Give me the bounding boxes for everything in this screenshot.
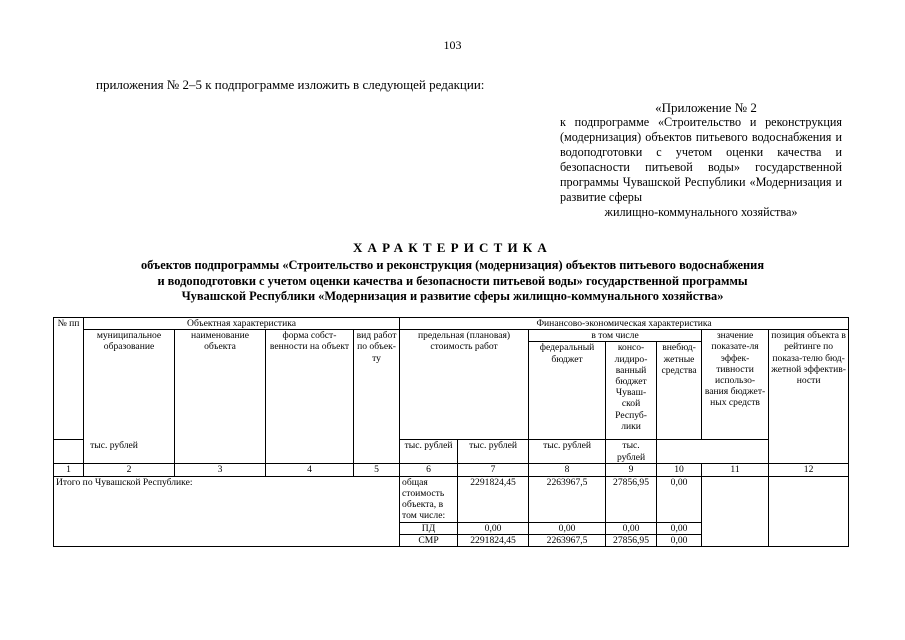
- header-object-name: наименование объекта: [175, 330, 266, 464]
- cost-value: 0,00: [458, 522, 529, 534]
- column-number: 8: [529, 463, 606, 476]
- federal-value: 2263967,5: [529, 476, 606, 522]
- total-label: Итого по Чувашской Республике:: [54, 476, 400, 546]
- header-cost: предельная (плановая) стоимость работ: [400, 330, 529, 440]
- header-municipal: муниципальное образование: [84, 330, 175, 464]
- column-numbers-row: [54, 463, 849, 476]
- document-subtitle: [60, 258, 845, 305]
- appendix-block: [560, 100, 842, 220]
- column-number: 5: [354, 463, 400, 476]
- unit-extrabudget: тыс. рублей: [529, 440, 606, 463]
- appendix-body: к подпрограмме «Строительство и реконструкция (модернизация) объектов питьевого водоснабжения и водоподготовки с учетом оценки качества и безопасности питьевой воды» государственной программы Чувашской Республики «Модернизация и развитие сферы: [560, 115, 842, 204]
- rating-position-cell: [769, 476, 849, 546]
- appendix-last-line: жилищно-коммунального хозяйства»: [604, 205, 798, 219]
- cost-value: 2291824,45: [458, 534, 529, 546]
- consolidated-value: 27856,95: [606, 534, 657, 546]
- header-ownership: форма собст-венности на объект: [266, 330, 354, 464]
- row-label: ПД: [400, 522, 458, 534]
- federal-value: 0,00: [529, 522, 606, 534]
- subtitle-line-3: Чувашской Республики «Модернизация и развитие сферы жилищно-коммунального хозяйства»: [181, 289, 724, 303]
- column-number: 9: [606, 463, 657, 476]
- unit-federal: тыс. рублей: [400, 440, 458, 463]
- subtitle-line-2: и водоподготовки с учетом оценки качества и безопасности питьевой воды» государственной программы: [157, 273, 748, 288]
- extrabudget-value: 0,00: [657, 476, 702, 522]
- header-object-characteristic: Объектная характеристика: [84, 318, 400, 330]
- federal-value: 2263967,5: [529, 534, 606, 546]
- subtitle-line-1: объектов подпрограммы «Строительство и реконструкция (модернизация) объектов питьевого водоснабжения: [140, 258, 765, 272]
- header-row-1: [54, 318, 849, 330]
- header-financial-characteristic: Финансово-экономическая характеристика: [400, 318, 849, 330]
- header-num: № пп: [54, 318, 84, 440]
- page-number: 103: [443, 38, 462, 52]
- column-number: 12: [769, 463, 849, 476]
- extrabudget-value: 0,00: [657, 522, 702, 534]
- column-number: 3: [175, 463, 266, 476]
- column-number: 1: [54, 463, 84, 476]
- column-number: 7: [458, 463, 529, 476]
- header-efficiency-value: значение показате-ля эффек-тивности использо-вания бюджет-ных средств: [702, 330, 769, 440]
- document-heading: ХАРАКТЕРИСТИКА: [352, 240, 553, 255]
- column-number: 10: [657, 463, 702, 476]
- units-row: [54, 440, 849, 463]
- header-consolidated: консо-лидиро-ванный бюджет Чуваш-ской Респуб-лики: [606, 342, 657, 440]
- column-number: 6: [400, 463, 458, 476]
- row-label: СМР: [400, 534, 458, 546]
- cost-value: 2291824,45: [458, 476, 529, 522]
- table-row: [54, 476, 849, 522]
- header-rating-position: позиция объекта в рейтинге по показа-телю бюд-жетной эффектив-ности: [769, 330, 849, 464]
- consolidated-value: 27856,95: [606, 476, 657, 522]
- appendix-title: «Приложение № 2: [655, 100, 757, 115]
- row-label: общая стоимость объекта, в том числе:: [400, 476, 458, 522]
- column-number: 4: [266, 463, 354, 476]
- header-work-type: вид работ по объек-ту: [354, 330, 400, 464]
- header-extrabudget: внебюд-жетные средства: [657, 342, 702, 440]
- intro-text: приложения № 2–5 к подпрограмме изложить в следующей редакции:: [96, 77, 485, 92]
- characteristics-table: [53, 317, 849, 547]
- column-number: 11: [702, 463, 769, 476]
- consolidated-value: 0,00: [606, 522, 657, 534]
- unit-cost: тыс. рублей: [54, 440, 175, 463]
- header-row-2: [54, 330, 849, 342]
- unit-consolidated: тыс. рублей: [458, 440, 529, 463]
- efficiency-value-cell: [702, 476, 769, 546]
- column-number: 2: [84, 463, 175, 476]
- extrabudget-value: 0,00: [657, 534, 702, 546]
- header-including: в том числе: [529, 330, 702, 342]
- unit-efficiency-value: тыс. рублей: [606, 440, 657, 463]
- header-federal: федеральный бюджет: [529, 342, 606, 440]
